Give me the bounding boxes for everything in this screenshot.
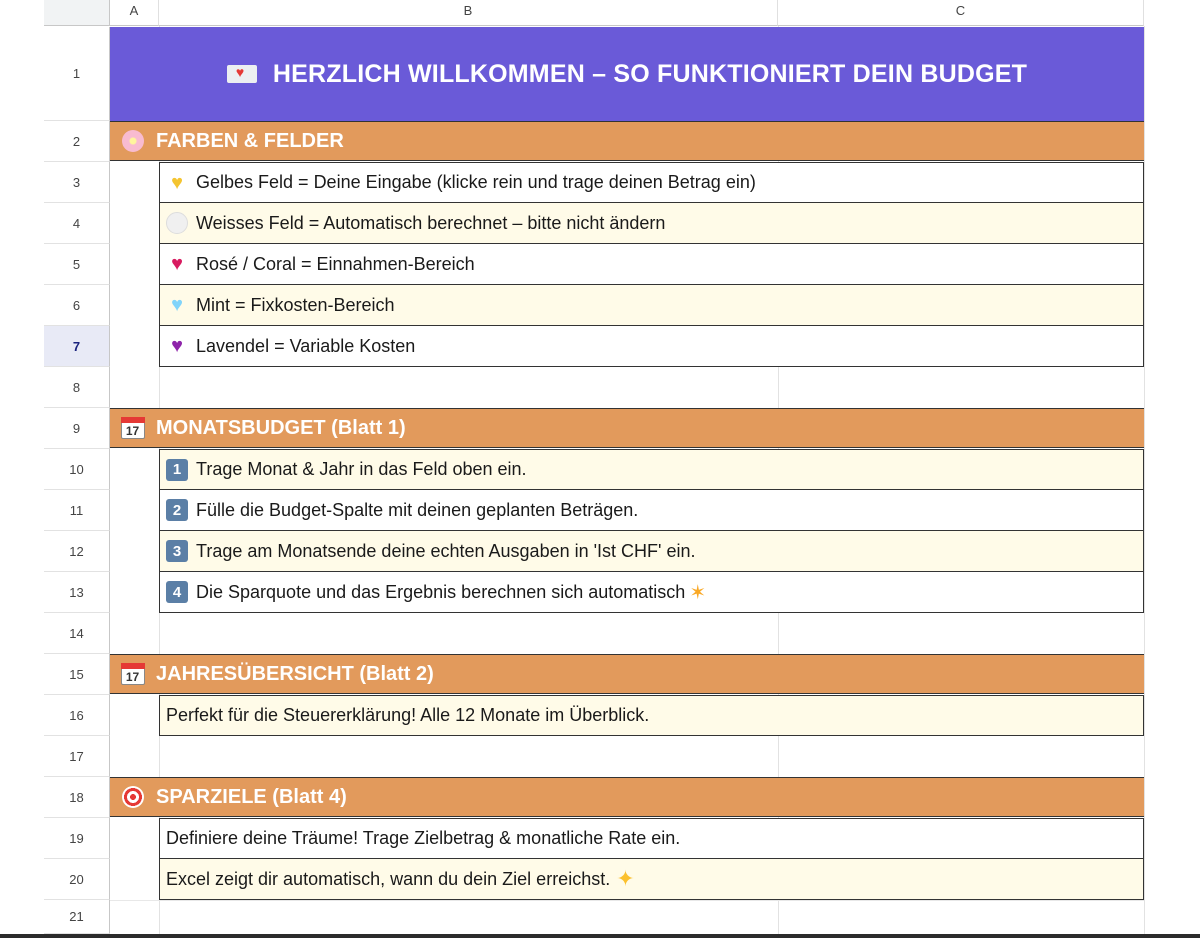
row-header[interactable]: 16 bbox=[44, 695, 110, 736]
number-1-icon: 1 bbox=[166, 459, 188, 481]
title-banner[interactable] bbox=[110, 27, 1144, 122]
info-text: Perfekt für die Steuererklärung! Alle 12 Monate im Überblick. bbox=[166, 705, 650, 725]
row-header[interactable]: 6 bbox=[44, 285, 110, 326]
row-header[interactable]: 4 bbox=[44, 203, 110, 244]
step-row-2[interactable] bbox=[159, 490, 1144, 531]
legend-row-mint[interactable] bbox=[159, 285, 1144, 326]
party-popper-icon: ✶ bbox=[689, 581, 707, 604]
bottom-border bbox=[0, 934, 1200, 938]
legend-row-rose[interactable] bbox=[159, 244, 1144, 285]
goal-row-1[interactable] bbox=[159, 818, 1144, 859]
row-header[interactable]: 18 bbox=[44, 777, 110, 818]
section-header-jahresuebersicht[interactable] bbox=[110, 654, 1144, 694]
column-header-a[interactable]: A bbox=[110, 0, 159, 26]
row-header[interactable]: 2 bbox=[44, 121, 110, 162]
info-row[interactable] bbox=[159, 695, 1144, 736]
step-text: Trage am Monatsende deine echten Ausgaben in 'Ist CHF' ein. bbox=[196, 540, 696, 561]
row-header[interactable]: 10 bbox=[44, 449, 110, 490]
legend-row-white[interactable] bbox=[159, 203, 1144, 244]
flower-icon bbox=[122, 130, 144, 152]
row-header[interactable]: 9 bbox=[44, 408, 110, 449]
step-row-4[interactable] bbox=[159, 572, 1144, 613]
legend-row-yellow[interactable] bbox=[159, 162, 1144, 203]
calendar-icon: 17 bbox=[121, 663, 145, 685]
row-header[interactable]: 13 bbox=[44, 572, 110, 613]
step-text: Die Sparquote und das Ergebnis berechnen sich automatisch bbox=[196, 581, 686, 602]
step-row-3[interactable] bbox=[159, 531, 1144, 572]
row-header[interactable]: 5 bbox=[44, 244, 110, 285]
row-header[interactable]: 11 bbox=[44, 490, 110, 531]
section-label: FARBEN & FELDER bbox=[156, 129, 344, 152]
legend-text: Gelbes Feld = Deine Eingabe (klicke rein und trage deinen Betrag ein) bbox=[196, 172, 756, 192]
yellow-heart-icon: ♥ bbox=[171, 171, 183, 194]
love-letter-icon bbox=[227, 65, 257, 83]
pink-heart-icon: ♥ bbox=[171, 253, 183, 275]
purple-heart-icon: ♥ bbox=[171, 335, 183, 357]
column-header-c[interactable]: C bbox=[778, 0, 1144, 26]
row-header[interactable]: 12 bbox=[44, 531, 110, 572]
number-2-icon: 2 bbox=[166, 499, 188, 521]
goal-text: Excel zeigt dir automatisch, wann du dein Ziel erreichst. bbox=[166, 868, 611, 889]
calendar-icon: 17 bbox=[121, 417, 145, 439]
number-4-icon: 4 bbox=[166, 581, 188, 603]
row-header[interactable]: 20 bbox=[44, 859, 110, 900]
row-header[interactable]: 19 bbox=[44, 818, 110, 859]
white-circle-icon bbox=[166, 212, 188, 234]
step-row-1[interactable] bbox=[159, 449, 1144, 490]
light-blue-heart-icon: ♥ bbox=[171, 294, 183, 316]
legend-row-lavendel[interactable] bbox=[159, 326, 1144, 367]
step-text: Fülle die Budget-Spalte mit deinen geplanten Beträgen. bbox=[196, 499, 639, 520]
section-label: SPARZIELE (Blatt 4) bbox=[156, 785, 347, 808]
section-label: MONATSBUDGET (Blatt 1) bbox=[156, 416, 406, 439]
row-header[interactable]: 8 bbox=[44, 367, 110, 408]
target-icon bbox=[122, 786, 144, 808]
goal-row-2[interactable] bbox=[159, 859, 1144, 900]
row-header[interactable]: 17 bbox=[44, 736, 110, 777]
legend-text: Weisses Feld = Automatisch berechnet – bitte nicht ändern bbox=[196, 212, 666, 233]
section-header-sparziele[interactable] bbox=[110, 777, 1144, 817]
legend-text: Lavendel = Variable Kosten bbox=[196, 335, 416, 356]
section-header-farben[interactable] bbox=[110, 121, 1144, 161]
legend-text: Rosé / Coral = Einnahmen-Bereich bbox=[196, 253, 475, 274]
row-header[interactable]: 1 bbox=[44, 27, 110, 121]
row-header[interactable]: 14 bbox=[44, 613, 110, 654]
step-text: Trage Monat & Jahr in das Feld oben ein. bbox=[196, 459, 527, 479]
number-3-icon: 3 bbox=[166, 540, 188, 562]
column-header-b[interactable]: B bbox=[159, 0, 778, 26]
row-header-active[interactable]: 7 bbox=[44, 326, 110, 367]
sparkle-star-icon: ✦ bbox=[616, 866, 635, 891]
row-header[interactable]: 15 bbox=[44, 654, 110, 695]
row-header[interactable]: 3 bbox=[44, 162, 110, 203]
page-title: HERZLICH WILLKOMMEN – SO FUNKTIONIERT DEIN BUDGET bbox=[272, 59, 1028, 88]
row-header[interactable]: 21 bbox=[44, 900, 110, 934]
gridline bbox=[1144, 26, 1145, 934]
section-header-monatsbudget[interactable] bbox=[110, 408, 1144, 448]
gridline bbox=[110, 900, 1144, 901]
section-label: JAHRESÜBERSICHT (Blatt 2) bbox=[156, 662, 434, 685]
select-all-corner[interactable] bbox=[44, 0, 110, 26]
goal-text: Definiere deine Träume! Trage Zielbetrag & monatliche Rate ein. bbox=[166, 828, 681, 848]
legend-text: Mint = Fixkosten-Bereich bbox=[196, 294, 395, 315]
